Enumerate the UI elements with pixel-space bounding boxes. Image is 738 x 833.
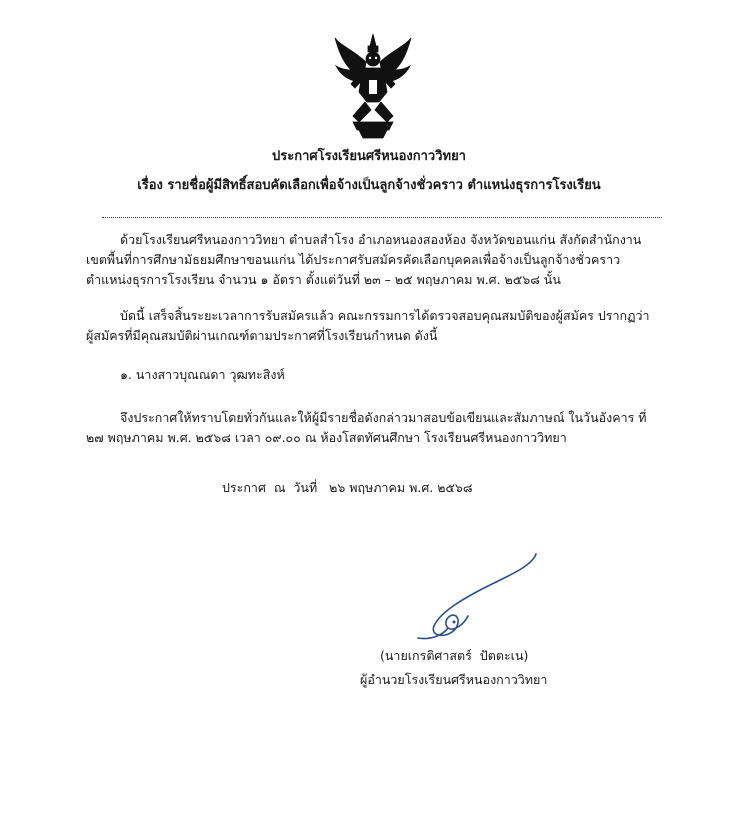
document-subject: เรื่อง รายชื่อผู้มีสิทธิ์สอบคัดเลือกเพื่อจ้างเป็นลูกจ้างชั่วคราว ตำแหน่งธุรการโรงเรียน: [137, 178, 601, 193]
signer-position: ผู้อำนวยโรงเรียนศรีหนองกาววิทยา: [360, 672, 548, 687]
paragraph-exam-notice: จึงประกาศให้ทราบโดยทั่วกันและให้ผู้มีรายชื่อดังกล่าวมาสอบข้อเขียนและสัมภาษณ์ ในวันอังคาร ที่ ๒๗ พฤษภาคม พ.ศ. ๒๕๖๘ เวลา ๐๙.๐๐ ณ ห้องโสตทัศนศึกษา โรงเรียนศรีหนองกาววิทยา: [86, 410, 647, 445]
document-title: ประกาศโรงเรียนศรีหนองกาววิทยา: [272, 149, 466, 164]
candidate-list-item: ๑. นางสาวบุณณดา วุฒทะสิงห์: [120, 367, 285, 382]
dotted-divider: [102, 209, 662, 218]
signature-image: [404, 546, 554, 646]
paragraph-result: บัดนี้ เสร็จสิ้นระยะเวลาการรับสมัครแล้ว คณะกรรมการได้ตรวจสอบคุณสมบัติของผู้สมัคร ปรากฏว่าผู้สมัครที่มีคุณสมบัติผ่านเกณฑ์ตามประกาศที่โรงเรียนกำหนด ดังนี้: [86, 308, 650, 343]
paragraph-intro: ด้วยโรงเรียนศรีหนองกาววิทยา ตำบลสำโรง อำเภอหนองสองห้อง จังหวัดขอนแก่น สังกัดสำนักงานเขตพื้นที่การศึกษามัธยมศึกษาขอนแก่น ได้ประกาศรับสมัครคัดเลือกบุคคลเพื่อจ้างเป็นลูกจ้างชั่วคราว ตำแหน่งธุรการโรงเรียน จำนวน ๑ อัตรา ตั้งแต่วันที่ ๒๓ – ๒๕ พฤษภาคม พ.ศ. ๒๕๖๘ นั้น: [86, 232, 642, 287]
announcement-date: ประกาศ ณ วันที่ ๒๖ พฤษภาคม พ.ศ. ๒๕๖๘: [222, 480, 473, 495]
signer-name: (นายเกรติศาสตร์ ปัตตะเน): [380, 648, 529, 663]
garuda-emblem-icon: [333, 32, 413, 140]
